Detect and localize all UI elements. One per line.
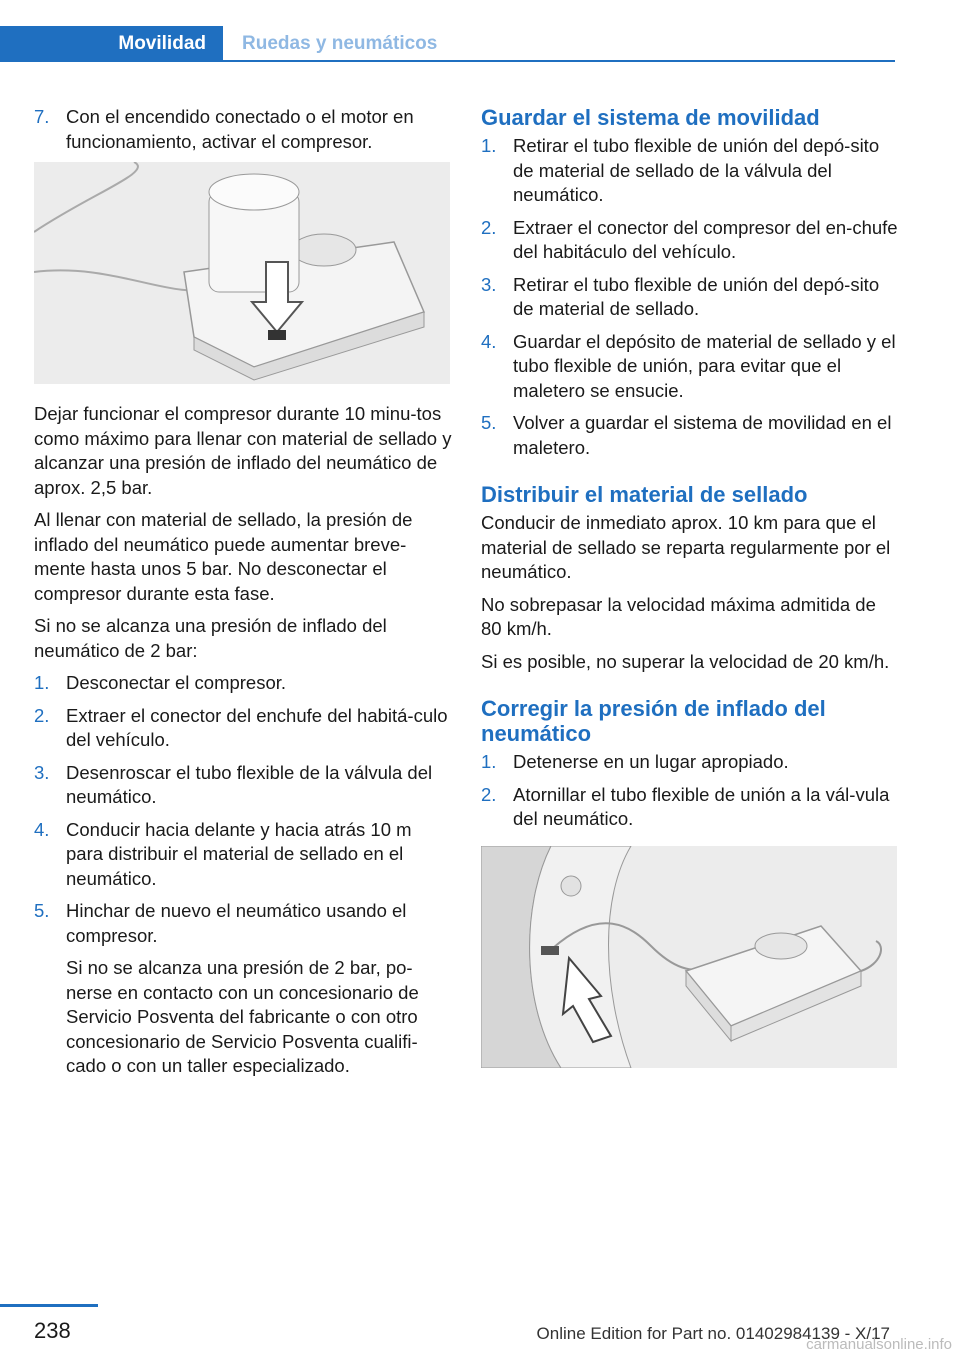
step-number: 3. — [34, 761, 50, 783]
step-item — [34, 105, 452, 154]
section-heading: Corregir la presión de inflado del neumático — [481, 696, 826, 746]
section-tab-ruedas[interactable]: Ruedas y neumáticos — [242, 33, 438, 54]
header-rule — [0, 60, 895, 62]
step-number: 2. — [34, 704, 50, 726]
step-text: Extraer el conector del enchufe del habitá‐culo del vehículo. — [66, 704, 448, 750]
paragraph: Conducir de inmediato aprox. 10 km para que el material de sellado se reparta regularmente por el neumático. — [481, 512, 891, 582]
step-item — [34, 761, 452, 810]
paragraph: Dejar funcionar el compresor durante 10 minu‐tos como máximo para llenar con material de sellado y alcanzar una presión de inflado del neumático de aprox. 2,5 bar. — [34, 403, 452, 498]
paragraph: No sobrepasar la velocidad máxima admitida de 80 km/h. — [481, 593, 876, 639]
step-item — [481, 273, 899, 322]
step-item — [481, 783, 899, 832]
step-item — [481, 134, 899, 208]
step-text: Guardar el depósito de material de sellado y el tubo flexible de unión, para evitar que el maletero se ensucie. — [513, 330, 896, 401]
step-item — [481, 330, 899, 404]
section-heading: Guardar el sistema de movilidad — [481, 105, 820, 130]
step-text: Conducir hacia delante y hacia atrás 10 m para distribuir el material de sellado en el neumático. — [66, 818, 412, 889]
section-heading: Distribuir el material de sellado — [481, 482, 808, 507]
step-number: 1. — [481, 135, 497, 156]
step-number: 5. — [481, 412, 497, 433]
step-text: Hinchar de nuevo el neumático usando el compresor. — [66, 900, 407, 946]
step-number: 3. — [481, 273, 497, 295]
step-number: 7. — [34, 106, 50, 127]
step-text: Extraer el conector del compresor del en‐chufe del habitáculo del vehículo. — [513, 216, 898, 262]
compressor-drawing — [34, 162, 450, 384]
step-item — [481, 411, 899, 460]
step-text: Desenroscar el tubo flexible de la válvula del neumático. — [66, 761, 433, 807]
step-note: Si no se alcanza una presión de 2 bar, po‐nerse en contacto con un concesionario de Servicio Posventa del fabricante o con otro concesionario de Servicio Posventa cualifi‐cado o con un taller especializado. — [66, 957, 419, 1076]
watermark: carmanualsonline.info — [806, 1336, 952, 1353]
step-text: Retirar el tubo flexible de unión del depó‐sito de material de sellado de la válvula del neumático. — [513, 135, 880, 205]
paragraph: Al llenar con material de sellado, la presión de inflado del neumático puede aumentar breve‐mente hasta unos 5 bar. No desconectar el compresor durante esta fase. — [34, 509, 413, 604]
step-text: Con el encendido conectado o el motor en funcionamiento, activar el compresor. — [66, 106, 414, 152]
step-item — [34, 818, 452, 892]
step-item — [34, 899, 452, 948]
tire-valve-illustration — [481, 846, 897, 1068]
step-text: Atornillar el tubo flexible de unión a la vál‐vula del neumático. — [513, 783, 890, 829]
right-column — [481, 105, 899, 1086]
page-header — [0, 0, 960, 64]
step-text: Detenerse en un lugar apropiado. — [513, 751, 789, 772]
edition-note: Online Edition for Part no. 01402984139 - X/17 — [536, 1324, 890, 1343]
footer-rule — [0, 1304, 98, 1307]
step-number: 5. — [34, 900, 50, 921]
paragraph: Si es posible, no superar la velocidad de 20 km/h. — [481, 650, 890, 672]
step-text: Retirar el tubo flexible de unión del depó‐sito de material de sellado. — [513, 273, 880, 319]
section-tab-movilidad[interactable]: Movilidad — [0, 26, 223, 62]
step-item — [34, 671, 452, 696]
step-item — [481, 216, 899, 265]
paragraph: Si no se alcanza una presión de inflado del neumático de 2 bar: — [34, 615, 387, 661]
step-number: 4. — [34, 818, 50, 840]
step-number: 2. — [481, 783, 497, 805]
page-number: 238 — [34, 1318, 71, 1343]
step-text: Desconectar el compresor. — [66, 672, 287, 693]
step-number: 4. — [481, 330, 497, 352]
tire-valve-drawing — [481, 846, 897, 1068]
step-number: 1. — [481, 751, 497, 772]
left-column — [34, 105, 452, 1087]
step-number: 1. — [34, 672, 50, 693]
step-item — [34, 704, 452, 753]
compressor-illustration — [34, 162, 450, 384]
step-number: 2. — [481, 216, 497, 238]
step-text: Volver a guardar el sistema de movilidad en el maletero. — [513, 412, 892, 458]
step-item — [481, 750, 899, 775]
